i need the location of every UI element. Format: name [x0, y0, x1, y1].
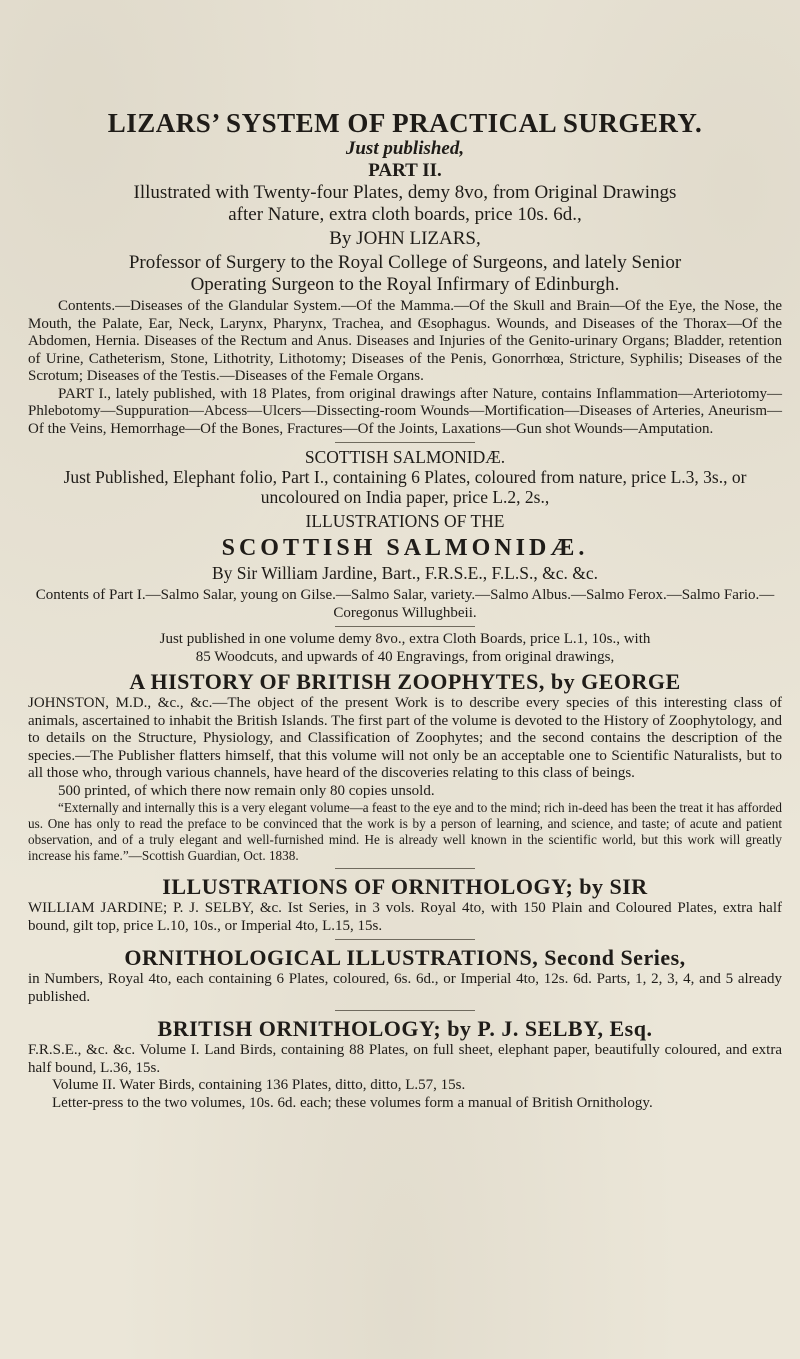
lizars-part-one: PART I., lately published, with 18 Plates, from original drawings after Nature, contains Inflammation—Arteriotomy—Phlebotomy—Suppuration—Abcess—Ulcers—Dissecting-room Wounds—Mortification—Diseases of Arteries, Aneurism—Of the Veins, Hemorrhage—Of the Bones, Fractures—Of the Joints, Laxations—Gun shot Wounds—Amputation. [28, 385, 782, 437]
ornithology-body: WILLIAM JARDINE; P. J. SELBY, &c. Ist Series, in 3 vols. Royal 4to, with 150 Plain and Coloured Plates, extra half bound, gilt top, price L.10, 10s., or Imperial 4to, L.15, 15s. [28, 900, 782, 934]
divider [335, 868, 475, 869]
british-ornithology-title: BRITISH ORNITHOLOGY; by P. J. SELBY, Esq. [157, 1016, 653, 1041]
ornithological-title: ORNITHOLOGICAL ILLUSTRATIONS, Second Series, [124, 945, 686, 970]
divider [335, 626, 475, 627]
salmonidae-contents: Contents of Part I.—Salmo Salar, young on Gilse.—Salmo Salar, variety.—Salmo Albus.—Salmo Ferox.—Salmo Fario.—Coregonus Willughbeii. [35, 587, 775, 621]
zoophytes-line1: Just published in one volume demy 8vo., extra Cloth Boards, price L.1, 10s., with [159, 631, 651, 647]
divider [335, 442, 475, 443]
british-ornithology-line1: F.R.S.E., &c. &c. Volume I. Land Birds, containing 88 Plates, on full sheet, elephant paper, beautifully coloured, and extra half bound, L.36, 15s. [28, 1042, 782, 1076]
salmonidae-just-published: Just Published, Elephant folio, Part I., containing 6 Plates, coloured from nature, price L.3, 3s., or uncoloured on India paper, price L.2, 2s., [63, 467, 747, 507]
salmonidae-heading: SCOTTISH SALMONIDÆ. [304, 447, 506, 467]
ornithological-body: in Numbers, Royal 4to, each containing 6 Plates, coloured, 6s. 6d., or Imperial 4to, 12s. 6d. Parts, 1, 2, 3, 4, and 5 already published. [28, 971, 782, 1005]
salmonidae-big-title: SCOTTISH SALMONIDÆ. [221, 535, 589, 561]
divider [335, 939, 475, 940]
british-ornithology-line2: Volume II. Water Birds, containing 136 Plates, ditto, ditto, L.57, 15s. [52, 1077, 466, 1093]
lizars-author: By JOHN LIZARS, [329, 228, 481, 249]
zoophytes-title: A HISTORY OF BRITISH ZOOPHYTES, by GEORGE [129, 669, 681, 694]
lizars-professor: Professor of Surgery to the Royal College of Surgeons, and lately Senior [128, 252, 682, 273]
zoophytes-printed: 500 printed, of which there now remain only 80 copies unsold. [58, 782, 435, 799]
lizars-contents: Contents.—Diseases of the Glandular System.—Of the Mamma.—Of the Skull and Brain—Of the Eye, the Nose, the Mouth, the Palate, Ear, Neck, Larynx, Pharynx, Trachea, and Œsophagus. Wounds, and Diseases of the Thorax—Of the Abdomen, Hernia. Diseases of the Rectum and Anus. Diseases and Injuries of the Genito-urinary Organs; Bladder, retention of Urine, Catheterism, Stone, Lithotrity, Lithotomy; Diseases of the Penis, Gonorrhœa, Stricture, Syphilis; Diseases of the Scrotum; Diseases of the Testis.—Diseases of the Female Organs. [28, 298, 782, 384]
lizars-surgeon: Operating Surgeon to the Royal Infirmary of Edinburgh. [190, 274, 620, 295]
salmonidae-author: By Sir William Jardine, Bart., F.R.S.E., F.L.S., &c. &c. [211, 563, 599, 583]
zoophytes-review: “Externally and internally this is a very elegant volume—a feast to the eye and to the mind; rich in-deed has been the treat it has afforded us. One has only to read the preface to be convinced that the work is by a person of learning, and science, and taste; of acute and patient observation, and of a truly elegant and well-furnished mind. He is already well known in the scientific world, but this work will greatly increase his fame.”—Scottish Guardian, Oct. 1838. [28, 800, 782, 863]
salmonidae-illustrations-of: ILLUSTRATIONS OF THE [305, 511, 505, 531]
divider [335, 1010, 475, 1011]
lizars-title: LIZARS’ SYSTEM OF PRACTICAL SURGERY. [107, 108, 703, 138]
lizars-part: PART II. [368, 160, 442, 181]
lizars-after-nature: after Nature, extra cloth boards, price 10s. 6d., [228, 204, 582, 225]
lizars-illustrated: Illustrated with Twenty-four Plates, demy 8vo, from Original Drawings [133, 182, 677, 203]
british-ornithology-line3: Letter-press to the two volumes, 10s. 6d. each; these volumes form a manual of British Ornithology. [52, 1094, 653, 1111]
ornithology-title: ILLUSTRATIONS OF ORNITHOLOGY; by SIR [162, 874, 648, 899]
zoophytes-body: JOHNSTON, M.D., &c., &c.—The object of the present Work is to describe every species of this interesting class of animals, ascertained to inhabit the British Islands. The first part of the volume is devoted to the History of Zoophytology, and to details on the Structure, Physiology, and Classification of Zoophytes; and the second contains the description of the species.—The Publisher flatters himself, that this volume will not only be an acceptable one to Scientific Naturalists, but to all those who, through various channels, have heard of the discoveries relating to this class of beings. [28, 695, 782, 781]
lizars-just-published: Just published, [345, 138, 465, 159]
zoophytes-line2: 85 Woodcuts, and upwards of 40 Engravings, from original drawings, [195, 648, 615, 665]
